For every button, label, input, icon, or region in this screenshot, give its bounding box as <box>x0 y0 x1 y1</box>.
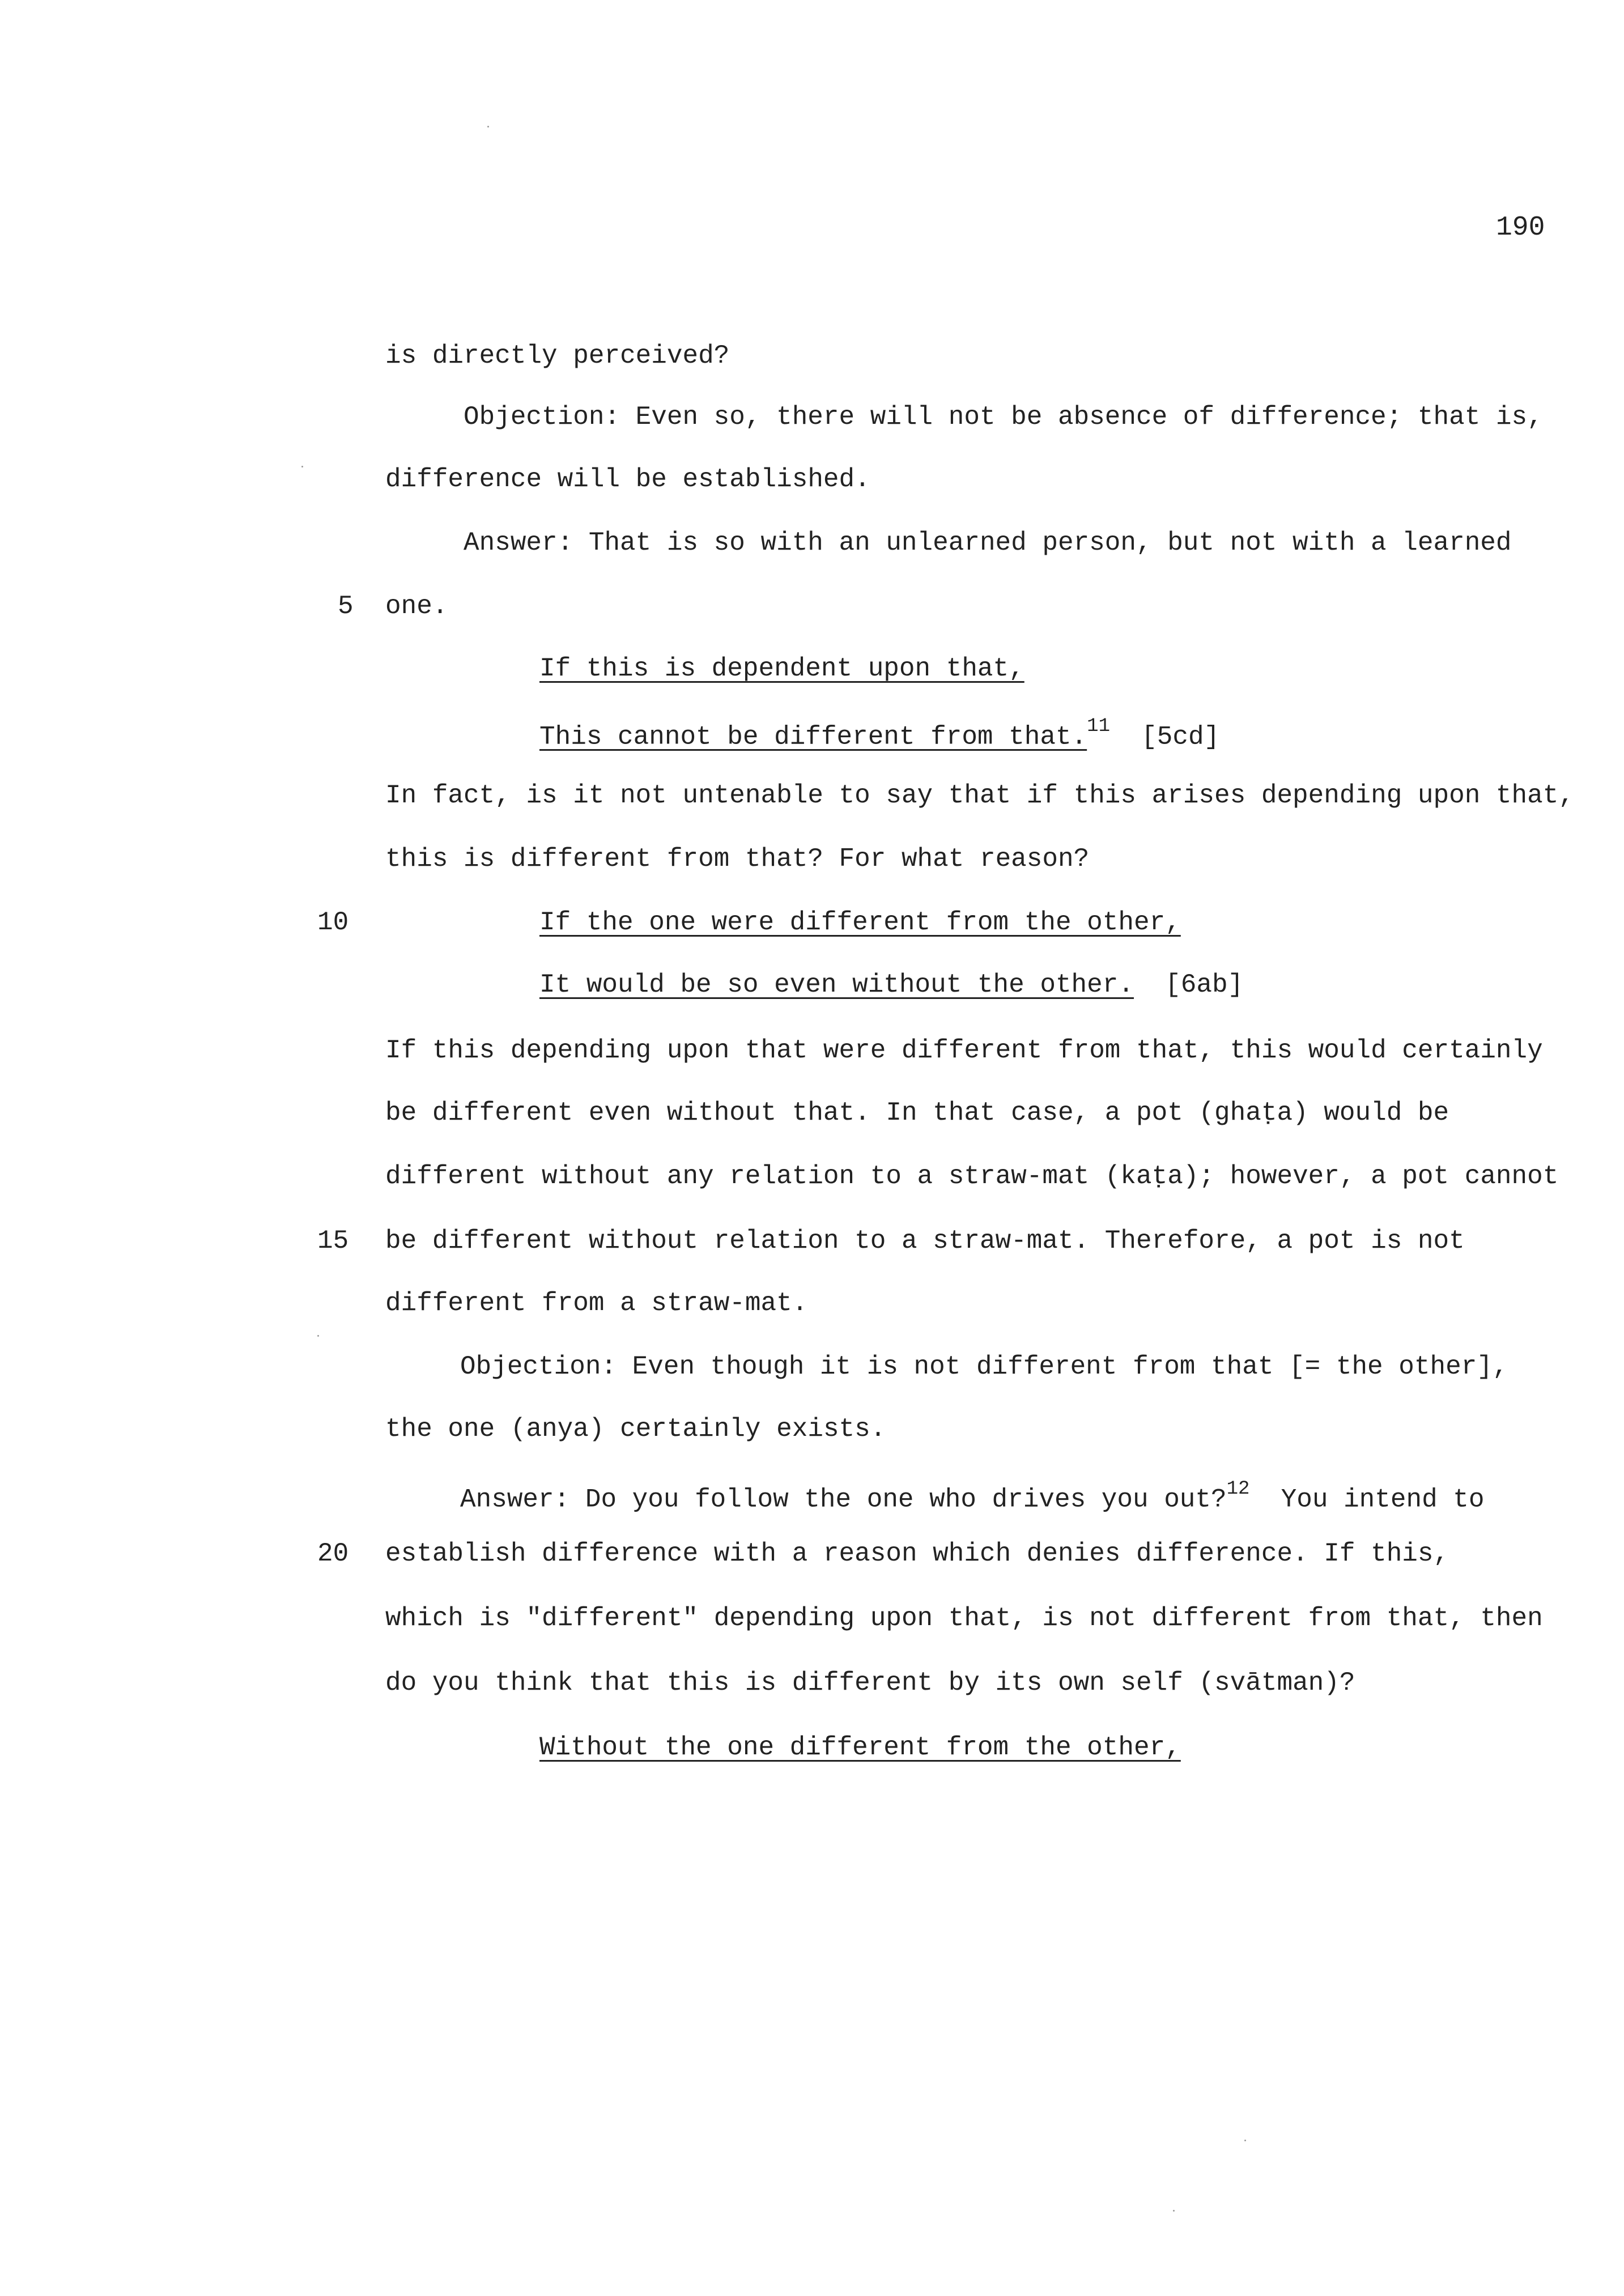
text-line: If this depending upon that were different from that, this would certainly <box>385 1036 1543 1065</box>
scan-speck <box>317 1335 319 1337</box>
line-number-5: 5 <box>338 592 354 621</box>
text-line: be different without relation to a straw-mat. Therefore, a pot is not <box>385 1226 1465 1256</box>
text-line: difference will be established. <box>385 465 870 494</box>
text-line: the one (anya) certainly exists. <box>385 1414 886 1444</box>
text-line: which is "different" depending upon that, is not different from that, then <box>385 1604 1543 1633</box>
line-number-10: 10 <box>317 908 349 937</box>
verse-line: If the one were different from the other, <box>539 908 1181 937</box>
footnote-marker: 12 <box>1226 1478 1250 1500</box>
text-line: do you think that this is different by its own self (svātman)? <box>385 1668 1355 1698</box>
text-line: is directly perceived? <box>385 341 730 371</box>
scan-speck <box>487 126 489 127</box>
sanskrit-term: (kaṭa); <box>1104 1162 1215 1191</box>
verse-reference: [5cd] <box>1141 722 1220 752</box>
verse-line: This cannot be different from that.$^{11}$ [5cd] <box>539 716 1220 752</box>
text-line: different without any relation to a straw-mat (kaṭa); however, a pot cannot <box>385 1162 1559 1191</box>
verse-reference: [6ab] <box>1165 970 1244 1000</box>
text-line: this is different from that? For what reason? <box>385 844 1090 874</box>
footnote-marker: 11 <box>1087 716 1110 737</box>
text-line: be different even without that. In that case, a pot (ghaṭa) would be <box>385 1098 1449 1128</box>
verse-line: Without the one different from the other, <box>539 1733 1181 1762</box>
sanskrit-term: (svātman)? <box>1198 1668 1355 1698</box>
sanskrit-term: (anya) <box>510 1414 605 1444</box>
text-line: Objection: Even though it is not different from that [= the other], <box>460 1352 1508 1381</box>
text-line: In fact, is it not untenable to say that if this arises depending upon that, <box>385 781 1574 810</box>
page-number: 190 <box>1496 212 1545 243</box>
text-line: different from a straw-mat. <box>385 1289 808 1318</box>
verse-line: It would be so even without the other. [6ab] <box>539 970 1244 1000</box>
scan-speck <box>1244 2140 1246 2141</box>
text-line: one. <box>385 592 448 621</box>
text-line: Objection: Even so, there will not be absence of difference; that is, <box>464 402 1543 432</box>
text-line: establish difference with a reason which denies difference. If this, <box>385 1539 1449 1568</box>
line-number-15: 15 <box>317 1226 349 1256</box>
sanskrit-term: (ghaṭa) <box>1198 1098 1308 1128</box>
text-line: Answer: That is so with an unlearned person, but not with a learned <box>464 528 1512 558</box>
scan-speck <box>301 466 303 467</box>
scan-speck <box>1173 2210 1175 2212</box>
line-number-20: 20 <box>317 1539 349 1568</box>
verse-line: If this is dependent upon that, <box>539 654 1024 683</box>
text-line: Answer: Do you follow the one who drives you out?$^{12}$ You intend to <box>460 1478 1485 1515</box>
